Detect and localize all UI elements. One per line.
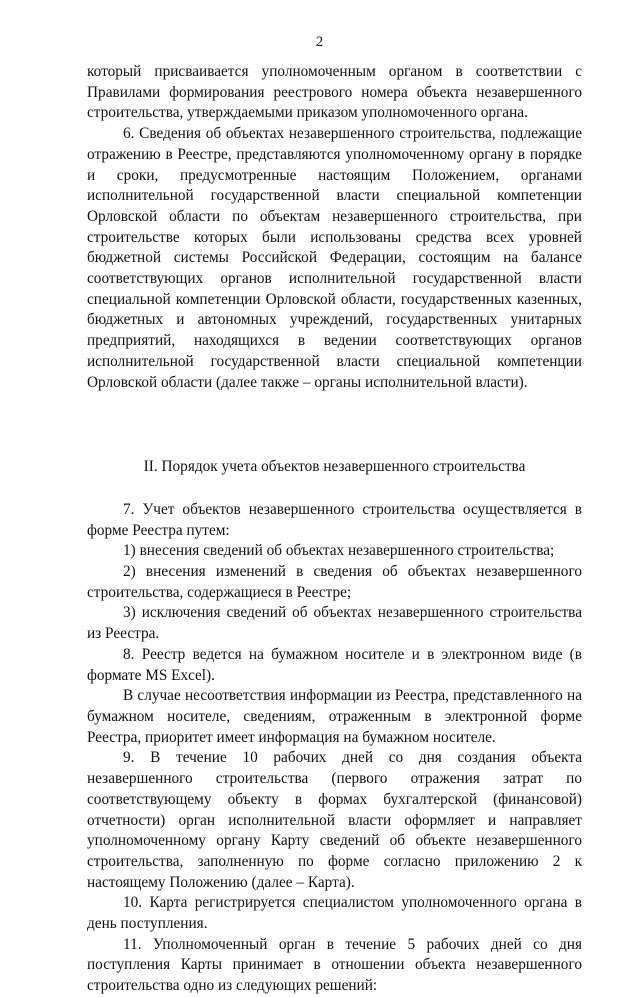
paragraph-item-11: 11. Уполномоченный орган в течение 5 рабочих дней со дня поступления Карты принимает в отношении объекта незавершенного строительства одно из следующих решений: xyxy=(87,935,582,995)
paragraph-item-10: 10. Карта регистрируется специалистом уполномоченного органа в день поступления. xyxy=(87,894,582,933)
paragraph-item-8: 8. Реестр ведется на бумажном носителе и в электронном виде (в формате MS Excel). xyxy=(87,645,582,684)
paragraph-item-9: 9. В течение 10 рабочих дней со дня создания объекта незавершенного строительства (первого отражения затрат по соответствующему объекту в формах бухгалтерской (финансовой) отчетности) орган исполнительной власти оформляет и направляет уполномоченному органу Карту сведений об объекте незавершенного строительства, заполненную по форме согласно приложению 2 к настоящему Положению (далее – Карта). xyxy=(87,749,582,891)
paragraph-item-7: 7. Учет объектов незавершенного строительства осуществляется в форме Реестра путем: xyxy=(87,500,582,539)
section-heading: II. Порядок учета объектов незавершенного строительства xyxy=(143,458,526,476)
page-number: 2 xyxy=(315,34,324,50)
document-body xyxy=(87,62,582,997)
paragraph-continuation: который присваивается уполномоченным органом в соответствии с Правилами формирования реестрового номера объекта незавершенного строительства, утверждаемыми приказом уполномоченного органа. xyxy=(87,63,582,122)
paragraph-item-8-note: В случае несоответствия информации из Реестра, представленного на бумажном носителе, сведениям, отраженным в электронной форме Реестра, приоритет имеет информация на бумажном носителе. xyxy=(87,687,582,746)
paragraph-subitem-3: 3) исключения сведений об объектах незавершенного строительства из Реестра. xyxy=(87,604,582,643)
paragraph-subitem-2: 2) внесения изменений в сведения об объектах незавершенного строительства, содержащиеся в Реестре; xyxy=(87,563,582,601)
heading-spacer xyxy=(87,478,582,500)
paragraph-subitem-1: 1) внесения сведений об объектах незавершенного строительства; xyxy=(123,542,555,560)
section-spacer xyxy=(87,393,582,457)
paragraph-item-6: 6. Сведения об объектах незавершенного строительства, подлежащие отражению в Реестре, представляются уполномоченному органу в порядке и сроки, предусмотренные настоящим Положением, органами исполнительной государственной власти специальной компетенции Орловской области по объектам незавершенного строительства, при строительстве которых были использованы средства всех уровней бюджетной системы Российской Федерации, состоящим на балансе соответствующих органов исполнительной государственной власти специальной компетенции Орловской области, государственных казенных, бюджетных и автономных учреждений, государственных унитарных предприятий, находящихся в ведении соответствующих органов исполнительной государственной власти специальной компетенции Орловской области (далее также – органы исполнительной власти). xyxy=(87,125,582,391)
